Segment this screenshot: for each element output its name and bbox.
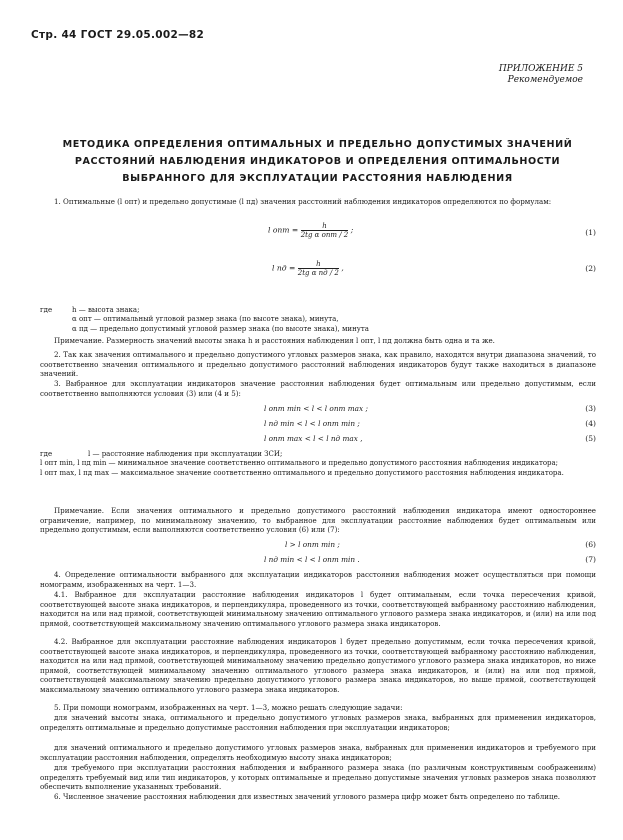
paragraph-5-a: для значений высоты знака, оптимального и предельно допустимого угловых размеров знака, выбранных для применения индикаторов, определять оптимальные и предельно допустимые расстояния наблюдения при эксплуатации индикаторов; xyxy=(40,713,596,732)
formula-1 xyxy=(268,222,353,239)
definition-list-2 xyxy=(40,450,596,478)
formula-2-number: (2) xyxy=(585,264,596,273)
paragraph-4: 4. Определение оптимальности выбранного для эксплуатации индикаторов расстояния наблюдения может осуществляться при помощи номограмм, изображенных на черт. 1—3. xyxy=(40,570,596,589)
paragraph-4-1: 4.1. Выбранное для эксплуатации расстояние наблюдения индикаторов l будет оптимальным, если точка пересечения кривой, соответствующей высоте знака индикаторов, и перпендикуляра, проведенного из точки, соответствующей выбранному расстоянию наблюдения, находится на или над прямой, соответствующей минимальному значению оптимального углового размера знака индикаторов, и (или) на или под прямой, соответствующей максимальному значению оптимального углового размера знака индикаторов. xyxy=(40,590,596,628)
definition-l-min: l опт min, l пд min — минимальное значение соответственно оптимального и предельно допустимого расстояния наблюдения индикатора; xyxy=(40,459,559,468)
definition-l: l — расстояние наблюдения при эксплуатации ЗСИ; xyxy=(88,450,283,458)
title-line-1: МЕТОДИКА ОПРЕДЕЛЕНИЯ ОПТИМАЛЬНЫХ И ПРЕДЕЛЬНО ДОПУСТИМЫХ ЗНАЧЕНИЙ xyxy=(62,139,573,150)
paragraph-5-b: для значений оптимального и предельно допустимого угловых размеров знака, выбранных для применения индикаторов и требуемого при эксплуатации расстояния наблюдения, определять необходимую высоту знака индикаторов; xyxy=(40,743,596,762)
document-title xyxy=(40,136,595,187)
paragraph-6: 6. Численное значение расстояния наблюдения для известных значений углового размера цифр может быть определено по таблице. xyxy=(54,792,561,801)
definition-alpha-pd: α пд — предельно допустимый угловой размер знака (по высоте знака), минута xyxy=(72,324,369,333)
defs-where: где xyxy=(40,306,53,314)
formula-1-numerator: h xyxy=(301,222,349,231)
formula-1-lhs: l опт = xyxy=(268,225,301,235)
condition-7: l пд min < l < l опт min . xyxy=(264,555,360,564)
paragraph-5: 5. При помощи номограмм, изображенных на черт. 1—3, можно решать следующие задачи: xyxy=(54,703,403,712)
condition-3: l опт min < l < l опт max ; xyxy=(264,404,368,413)
appendix-label xyxy=(499,64,583,86)
appendix-number: ПРИЛОЖЕНИЕ 5 xyxy=(498,64,583,74)
note-1: Примечание. Размерность значений высоты знака h и расстояния наблюдения l опт, l пд должна быть одна и та же. xyxy=(54,336,495,345)
definition-h: h — высота знака; xyxy=(72,306,140,314)
condition-4: l пд min < l < l опт min ; xyxy=(264,419,360,428)
defs2-where: где xyxy=(40,450,53,458)
formula-2-numerator: h xyxy=(298,260,339,269)
condition-5: l опт max < l < l пд max , xyxy=(264,434,363,443)
paragraph-5-c: для требуемого при эксплуатации расстояния наблюдения и выбранного размера знака (по различным конструктивным соображениям) определять требуемый вид или тип индикаторов, у которых оптимальные и предельно допустимые значения угловых размеров знака позволяют обеспечить выполнение указанных требований. xyxy=(40,763,596,792)
formula-1-fraction xyxy=(301,222,349,239)
formula-2-lhs: l пд = xyxy=(272,263,298,273)
formula-2-denominator: 2tg α пд / 2 xyxy=(297,269,339,277)
condition-6: l > l опт min ; xyxy=(285,540,340,549)
page-header: Стр. 44 ГОСТ 29.05.002—82 xyxy=(31,29,205,41)
definition-alpha-opt: α опт — оптимальный угловой размер знака (по высоте знака), минута, xyxy=(72,315,339,324)
condition-5-number: (5) xyxy=(585,434,596,443)
note-2: Примечание. Если значения оптимального и предельно допустимого расстояний наблюдения индикатора имеют одностороннее ограничение, например, по минимальному значению, то выбранное для эксплуатации расстояние наблюдения будет оптимальным или предельно допустимым, если выполняются соответственно условия (6) или (7): xyxy=(40,506,596,535)
title-line-2: РАССТОЯНИЙ НАБЛЮДЕНИЯ ИНДИКАТОРОВ И ОПРЕДЕЛЕНИЯ ОПТИМАЛЬНОСТИ xyxy=(74,156,561,167)
condition-7-number: (7) xyxy=(585,555,596,564)
condition-4-number: (4) xyxy=(585,419,596,428)
paragraph-1: 1. Оптимальные (l опт) и предельно допустимые (l пд) значения расстояний наблюдения индикаторов определяются по формулам: xyxy=(54,197,552,206)
definition-l-max: l опт max, l пд max — максимальное значение соответственно оптимального и предельно допустимого расстояния наблюдения индикатора. xyxy=(40,468,564,477)
formula-2 xyxy=(272,260,344,277)
formula-2-fraction xyxy=(298,260,339,277)
appendix-status: Рекомендуемое xyxy=(507,75,583,85)
formula-2-tail: , xyxy=(341,263,344,273)
formula-1-number: (1) xyxy=(585,228,596,237)
title-line-3: ВЫБРАННОГО ДЛЯ ЭКСПЛУАТАЦИИ РАССТОЯНИЯ НАБЛЮДЕНИЯ xyxy=(122,173,513,184)
paragraph-4-2: 4.2. Выбранное для эксплуатации расстояние наблюдения индикаторов l будет предельно допустимым, если точка пересечения кривой, соответствующей высоте знака индикаторов, и перпендикуляра, проведенного из точки, соответствующей выбранному расстоянию наблюдения, находится на или над прямой, соответствующей минимальному значению предельно допустимого углового размера знака индикаторов, но ниже прямой, соответствующей минимальному значению оптимального углового размера знака индикаторов, и (или) на или под прямой, соответствующей максимальному значению предельно допустимого углового размера знака индикаторов, но выше прямой, соответствующей максимальному значению оптимального углового размера знака индикаторов. xyxy=(40,637,596,694)
condition-3-number: (3) xyxy=(585,404,596,413)
formula-1-tail: ; xyxy=(350,225,354,235)
definition-list-1 xyxy=(72,306,592,334)
condition-6-number: (6) xyxy=(585,540,596,549)
paragraph-2: 2. Так как значения оптимального и предельно допустимого угловых размеров знака, как правило, находятся внутри диапазона значений, то соответственно значения оптимального и предельно допустимого расстояний наблюдения индикаторов будут также находиться в диапазоне значений. xyxy=(40,350,596,379)
formula-1-denominator: 2tg α опт / 2 xyxy=(300,231,349,239)
paragraph-3: 3. Выбранное для эксплуатации индикаторов значение расстояния наблюдения будет оптимальным или предельно допустимым, если соответственно выполняются условия (3) или (4 и 5): xyxy=(40,379,596,398)
